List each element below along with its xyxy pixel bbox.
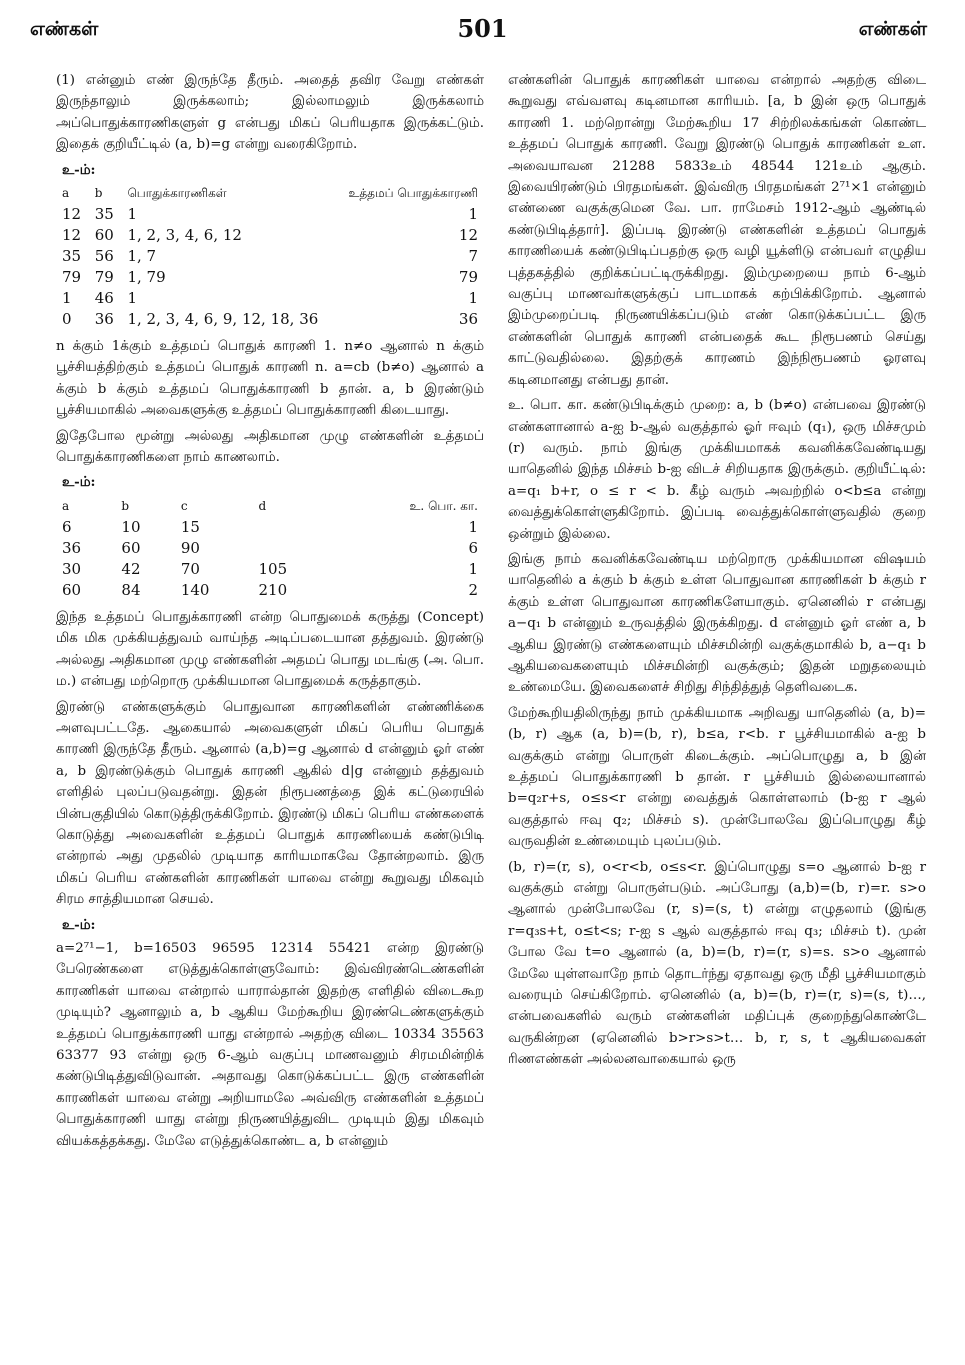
paragraph: (1) என்னும் எண் இருந்தே தீரும். அதைத் தவிர வேறு எண்கள் இருந்தாலும் இருக்கலாம்; இல்லாமலும் இருக்கலாம் அப்பொதுக்காரணிகளுள் g என்பது மிகப் பெரியதாக இருக்கட்டும். இதைக் குறியீட்டில் (a, b)=g என்று வரைகிறோம். xyxy=(56,73,484,153)
paragraph: இங்கு நாம் கவனிக்கவேண்டிய மற்றொரு முக்கியமான விஷயம் யாதெனில் a க்கும் b க்கும் உள்ள பொதுவான காரணிகள் b க்கும் r க்கும் உள்ள பொதுவான காரணிகளேயாகும். ஏனெனில் r என்பது a−q₁ b என்னும் உருவத்தில் இருக்கிறது. d என்னும் ஓர் எண் a, b ஆகிய இரண்டு எண்களையும் மிச்சமின்றி வகுக்குமாகில் b, a−q₁ b ஆகியவைகளையும் மிச்சமின்றி வகுக்கும்; இதன் மறுதலையும் உண்மையே. இவைகளைச் சிறிது சிந்தித்துத் தெளிவடைக. xyxy=(508,551,926,696)
col-head-b: b xyxy=(94,186,103,201)
table-row xyxy=(56,225,484,246)
paragraph: இரண்டு எண்களுக்கும் பொதுவான காரணிகளின் எண்ணிக்கை அளவுபட்டதே. ஆகையால் அவைகளுள் மிகப் பெரிய பொதுக் காரணி இருந்தே தீரும். ஆனால் (a,b)=g ஆனால் d என்னும் ஓர் எண் a, b இரண்டுக்கும் பொதுக் காரணி ஆகில் d|g என்னும் தத்துவம் எளிதில் புலப்படுவதன்று. இதன் நிரூபணத்தை இக் கட்டுரையில் பின்பகுதியில் கொடுத்திருக்கிறோம். இரண்டு மிகப் பெரிய எண்களைக் கொடுத்து அவைகளின் உத்தமப் பொதுக் காரணியைக் கண்டுபிடி என்றால் அது முதலில் முடியாத காரியமாகவே தோன்றலாம். இரு மிகப் பெரிய எண்களின் காரணிகள் யாவை என்று கூறுவது மிகவும் சிரம சாத்தியமான செயல். xyxy=(56,699,484,908)
table-cell: 70 xyxy=(180,559,200,578)
paragraph: (b, r)=(r, s), o<r<b, o≤s<r. இப்பொழுது s=o ஆனால் b-ஐ r வகுக்கும் என்று பொருள்படும். அப்போது (a,b)=(b, r)=r. s>o ஆனால் முன்போலவே (r, s)=(s, t) என்று எழுதலாம் (இங்கு r=q₃s+t, o≤t<s; r-ஐ s ஆல் வகுத்தால் ஈவு q₃; மிச்சம் t). முன் போல வே t=o ஆனால் (a, b)=(b, r)=(r, s)=s. s>o ஆனால் மேலே யுள்ளவாறே நாம் தொடர்ந்து ஏதாவது ஒரு மீதி பூச்சியமாகும் வரையும் செய்கிறோம். ஏனெனில் (a, b)=(b, r)=(r, s)=(s, t)…, என்பவைகளில் வரும் எண்களின் மதிப்புக் குறைந்துகொண்டே வருகின்றன (ஏனெனில் b>r>s>t… b, r, s, t ஆகியவைகள் ரிணஎண்கள் அல்லனவாகையால் ஒரு xyxy=(508,859,926,1068)
table-cell: 35 xyxy=(94,205,114,224)
table-cell xyxy=(253,538,331,559)
table-cell: 6 xyxy=(468,538,478,557)
table-cell: 1 xyxy=(468,559,478,578)
table-cell: 105 xyxy=(258,559,288,578)
table-cell: 30 xyxy=(62,559,82,578)
table-cell: 90 xyxy=(180,538,200,557)
table-cell: 15 xyxy=(180,517,200,536)
col-head-b: b xyxy=(121,498,130,513)
table-cell: 1 xyxy=(127,289,138,308)
col-head-common-factors: பொதுக்காரணிகள் xyxy=(127,186,227,201)
table-cell: 1 xyxy=(468,205,478,224)
paragraph: a=2⁷¹−1, b=16503 96595 12314 55421 என்ற இரண்டு பேரெண்களை எடுத்துக்கொள்ளுவோம்: இவ்விரண்டெண்களின் காரணிகள் யாவை என்றால் யாரால்தான் இதற்கு எளிதில் விடைகூற முடியும்? ஆனாலும் a, b ஆகிய மேற்கூறிய இரண்டெண்களுக்கும் உத்தமப் பொதுக்காரணி யாது என்றால் அதற்கு விடை 10334 35563 63377 93 என்று ஒரு 6-ஆம் வகுப்பு மாணவனும் சிரமமின்றிக் கண்டுபிடித்துவிடுவான். அதாவது கொடுக்கப்பட்ட இரு எண்களின் காரணிகள் யாவை என்று அறியாமலே அவ்விரு எண்களின் உத்தமப் பொதுக்காரணி யாது என்று நிருணயித்துவிட முடியும் இது மிகவும் வியக்கத்தக்கது. மேலே எடுத்துக்கொண்ட a, b என்னும் xyxy=(56,940,484,1149)
table-cell: 35 xyxy=(62,247,82,266)
table-cell: 1, 2, 3, 4, 6, 9, 12, 18, 36 xyxy=(127,310,319,329)
col-head-c: c xyxy=(180,498,188,513)
example-label: உ-ம்: xyxy=(62,916,96,933)
running-header-right: எண்கள் xyxy=(858,18,927,40)
page-number: 501 xyxy=(457,14,508,43)
left-column xyxy=(56,70,484,1156)
col-head-gcd: உ. பொ. கா. xyxy=(409,498,478,513)
table-row xyxy=(56,309,484,330)
table-cell: 60 xyxy=(62,580,82,599)
paragraph: எண்களின் பொதுக் காரணிகள் யாவை என்றால் அதற்கு விடை கூறுவது எவ்வளவு கடினமான காரியம். [a, b இன் ஒரு பொதுக் காரணி 1. மற்றொன்று மேற்கூறிய 17 சிற்றிலக்கங்கள் கொண்ட உத்தமப் பொதுக் காரணி. வேறு இரண்டு பொதுக் காரணிகள் உள. அவையாவன 21288 5833உம் 48544 121உம் ஆகும். இவையிரண்டும் பிரதமங்கள். இவ்விரு பிரதமங்கள் 2⁷¹×1 என்னும் எண்ணை வகுக்குமென வே. பா. ராமேசம் 1912-ஆம் ஆண்டில் கண்டுபிடித்தார்]. இப்படி இரண்டு எண்களின் உத்தமப் பொதுக் காரணியைக் கண்டுபிடிப்பதற்கு ஒரு வழி யூக்ளிடு என்பவர் எழுதிய புத்தகத்தில் குறிக்கப்பட்டிருக்கிறது. இம்முறையை நாம் 6-ஆம் வகுப்பு மாணவர்களுக்குப் பாடமாகக் கற்பிக்கிறோம். ஆனால் இம்முறைப்படி நிருணயிக்கப்படும் எண் கொடுக்கப்பட்ட இரு எண்களின் பொதுக் காரணி என்பதைக் கூட நிரூபணம் செய்து காட்டுவதில்லை. இதற்குக் காரணம் இந்நிரூபணம் ஓரளவு கடினமானது என்பது தான். xyxy=(508,73,926,388)
paragraph: மேற்கூறியதிலிருந்து நாம் முக்கியமாக அறிவது யாதெனில் (a, b)=(b, r) ஆக (a, b)=(b, r), b≤a, r<b. r பூச்சியமாகில் a-ஐ b வகுக்கும் என்று பொருள் கிடைக்கும். அப்பொழுது a, b இன் உத்தமப் பொதுக்காரணி b தான். r பூச்சியம் இல்லையானால் b=q₂r+s, o≤s<r என்று வைத்துக் கொள்ளலாம் (b-ஐ r ஆல் வகுத்தால் ஈவு q₂; மிச்சம் s). முன்போலவே இப்பொழுது கீழ் வருவதின் உண்மையும் புலப்படும். xyxy=(508,705,926,850)
table-row xyxy=(56,538,484,559)
table-cell xyxy=(253,517,331,538)
table-cell: 79 xyxy=(458,268,478,287)
table-cell: 140 xyxy=(180,580,210,599)
table-cell: 1, 2, 3, 4, 6, 12 xyxy=(127,226,242,245)
table-row xyxy=(56,267,484,288)
table-cell: 36 xyxy=(94,310,114,329)
table-cell: 2 xyxy=(468,580,478,599)
table-cell: 84 xyxy=(121,580,141,599)
table-cell: 79 xyxy=(94,268,114,287)
table-cell: 1, 79 xyxy=(127,268,166,287)
table-cell: 210 xyxy=(258,580,288,599)
paragraph: இதேபோல மூன்று அல்லது அதிகமான முழு எண்களின் உத்தமப் பொதுக்காரணிகளை நாம் காணலாம். xyxy=(56,428,484,466)
paragraph: இந்த உத்தமப் பொதுக்காரணி என்ற பொதுமைக் கருத்து (Concept) மிக மிக முக்கியத்துவம் வாய்ந்த அடிப்படையான தத்துவம். இரண்டு அல்லது அதிகமான முழு எண்களின் அதமப் பொது மடங்கு (அ. பொ. ம.) என்பது மற்றொரு முக்கியமான பொதுமைக் கருத்தாகும். xyxy=(56,609,484,690)
col-head-a: a xyxy=(62,186,70,201)
table-cell: 7 xyxy=(468,247,478,266)
table-cell: 46 xyxy=(94,289,114,308)
table-row xyxy=(56,580,484,601)
table-row xyxy=(56,517,484,538)
table-cell: 42 xyxy=(121,559,141,578)
table-row xyxy=(56,204,484,225)
gcd-table-four xyxy=(56,496,484,601)
example-label: உ-ம்: xyxy=(62,161,96,178)
table-cell: 10 xyxy=(121,517,141,536)
table-cell: 36 xyxy=(62,538,82,557)
table-row xyxy=(56,288,484,309)
col-head-gcd: உத்தமப் பொதுக்காரணி xyxy=(348,186,478,201)
table-cell: 1 xyxy=(62,289,72,308)
table-cell: 1 xyxy=(127,205,138,224)
table-cell: 1 xyxy=(468,517,478,536)
example-label: உ-ம்: xyxy=(62,474,96,491)
paragraph: உ. பொ. கா. கண்டுபிடிக்கும் முறை: a, b (b≠o) என்பவை இரண்டு எண்களானால் a-ஐ b-ஆல் வகுத்தால் ஓர் ஈவும் (q₁), ஒரு மிச்சமும் (r) வரும். நாம் இங்கு முக்கியமாகக் கவனிக்கவேண்டியது யாதெனில் இந்த மிச்சம் b-ஐ விடச் சிறியதாக இருக்கும். குறியீட்டில்: a=q₁ b+r, o ≤ r < b. கீழ் வரும் அவற்றில் o<b≤a என்று வைத்துக்கொள்ளுகிறோம். இப்படி வைத்துக்கொள்ளுவதில் குறை ஒன்றும் இல்லை. xyxy=(508,398,926,542)
col-head-d: d xyxy=(258,498,267,513)
gcd-table-two xyxy=(56,183,484,330)
table-cell: 79 xyxy=(62,268,82,287)
table-cell: 36 xyxy=(458,310,478,329)
table-cell: 56 xyxy=(94,247,114,266)
table-row xyxy=(56,559,484,580)
right-column xyxy=(508,70,926,1075)
table-row xyxy=(56,246,484,267)
table-cell: 1, 7 xyxy=(127,247,157,266)
table-cell: 6 xyxy=(62,517,72,536)
running-header-left: எண்கள் xyxy=(30,18,99,40)
table-cell: 12 xyxy=(62,226,82,245)
table-cell: 60 xyxy=(121,538,141,557)
table-cell: 12 xyxy=(458,226,478,245)
table-cell: 0 xyxy=(62,310,72,329)
table-cell: 60 xyxy=(94,226,114,245)
paragraph: n க்கும் 1க்கும் உத்தமப் பொதுக் காரணி 1. n≠o ஆனால் n க்கும் பூச்சியத்திற்கும் உத்தமப் பொதுக் காரணி n. a=cb (b≠o) ஆனால் a க்கும் b க்கும் உத்தமப் பொதுக்காரணி b தான். a, b இரண்டும் பூச்சியமாகில் அவைகளுக்கு உத்தமப் பொதுக்காரணி கிடையாது. xyxy=(56,339,484,419)
table-cell: 12 xyxy=(62,205,82,224)
table-cell: 1 xyxy=(468,289,478,308)
col-head-a: a xyxy=(62,498,70,513)
